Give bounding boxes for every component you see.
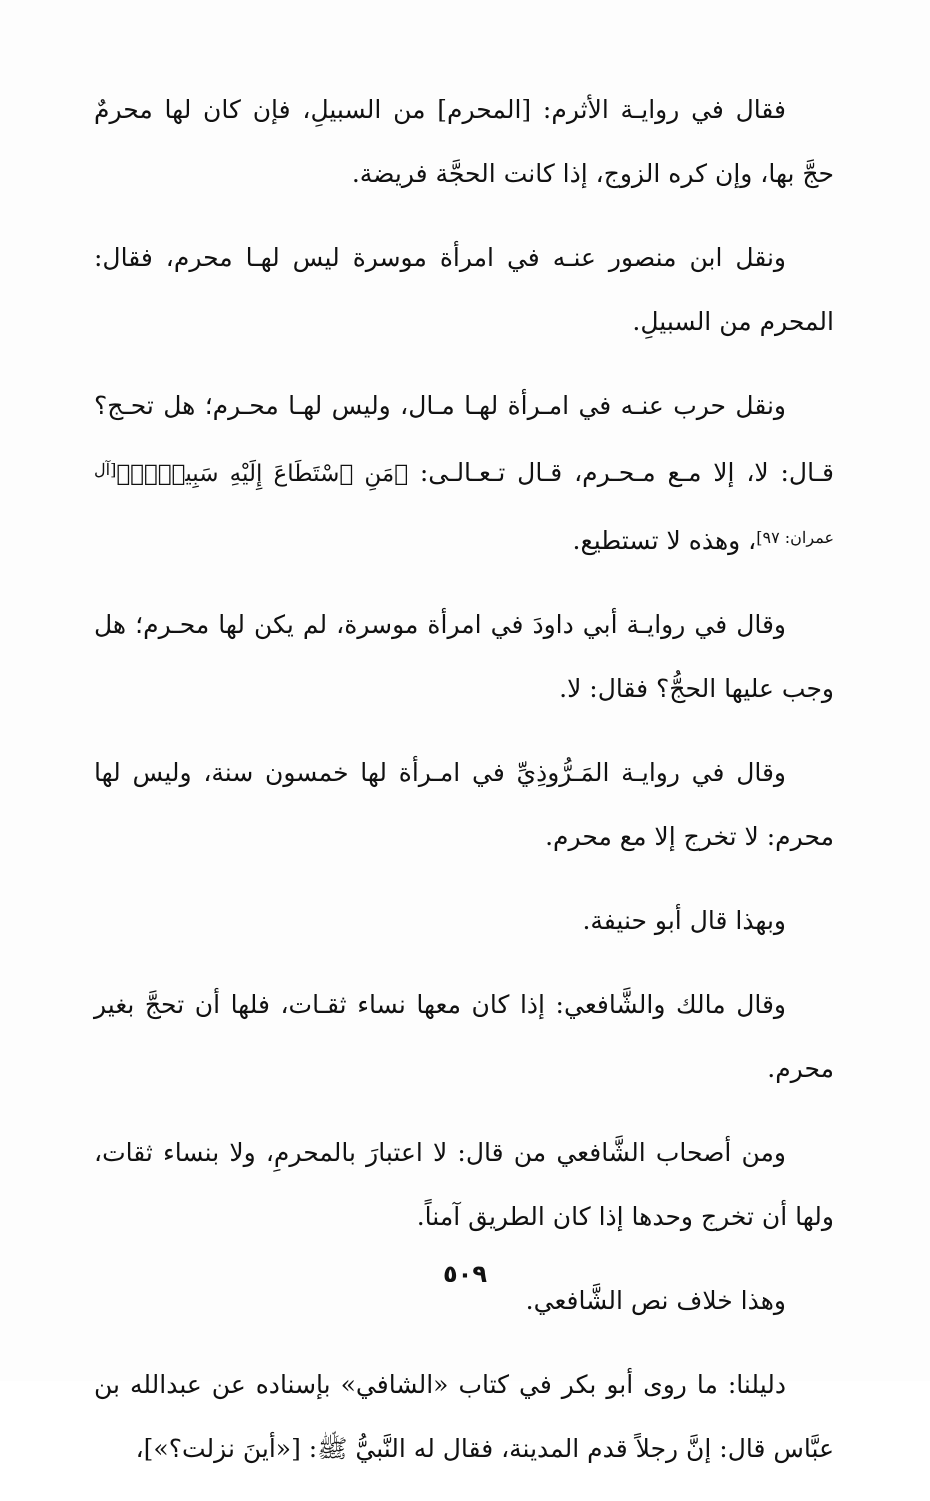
harb-text-after: ، وهذه لا تستطيع. (572, 526, 757, 555)
paragraph-shafii-companions: ومن أصحاب الشَّافعي من قال: لا اعتبارَ بالمحرمِ، ولا بنساء ثقات، ولها أن تخرج وحدها إذا كان الطريق آمناً. (94, 1138, 834, 1231)
quran-reference: [آل عمران: ٩٧] (94, 460, 834, 547)
harb-text-before: ونقل حرب عنـه في امـرأة لهـا مـال، وليس لهـا محـرم؛ هل تحـج؟ قـال: لا، إلا مـع مـحـرم، قـال تـعـالـى: (94, 391, 834, 487)
page-number: ٥٠٩ (443, 1260, 487, 1288)
paragraph-athram: فقال في روايـة الأثرم: [المحرم] من السبيلِ، فإن كان لها محرمٌ حجَّ بها، وإن كره الزوج، إذا كانت الحجَّة فريضة. (94, 95, 834, 188)
paragraph-abu-hanifa: وبهذا قال أبو حنيفة. (582, 906, 786, 935)
paragraph-evidence: دليلنا: ما روى أبو بكر في كتاب «الشافي» بإسناده عن عبدالله بن عبَّاس قال: إنَّ رجلاً قدم المدينة، فقال له النَّبيُّ ﷺ: [«أينَ نزلت؟»]، (94, 1370, 834, 1463)
paragraph-harb (94, 374, 834, 573)
paragraph-malik-shafii: وقال مالك والشَّافعي: إذا كان معها نساء ثقـات، فلها أن تحجَّ بغير محرم. (94, 990, 834, 1083)
paragraph-contradiction: وهذا خلاف نص الشَّافعي. (525, 1286, 786, 1315)
paragraph-marwadhi: وقال في روايـة المَـرُّوذِيِّ في امـرأة لها خمسون سنة، وليس لها محرم: لا تخرج إلا مع محرم. (94, 758, 834, 851)
paragraph-abu-dawud: وقال في روايـة أبي داودَ في امرأة موسرة، لم يكن لها محـرم؛ هل وجب عليها الحجُّ؟ فقال: لا. (94, 610, 834, 703)
paragraph-ibn-mansour: ونقل ابن منصور عنـه في امرأة موسرة ليس لهـا محرم، فقال: المحرم من السبيلِ. (94, 243, 834, 336)
quran-verse: ﴿مَنِ ٱسْتَطَاعَ إِلَيْهِ سَبِيلًاۚ﴾ (116, 461, 409, 487)
